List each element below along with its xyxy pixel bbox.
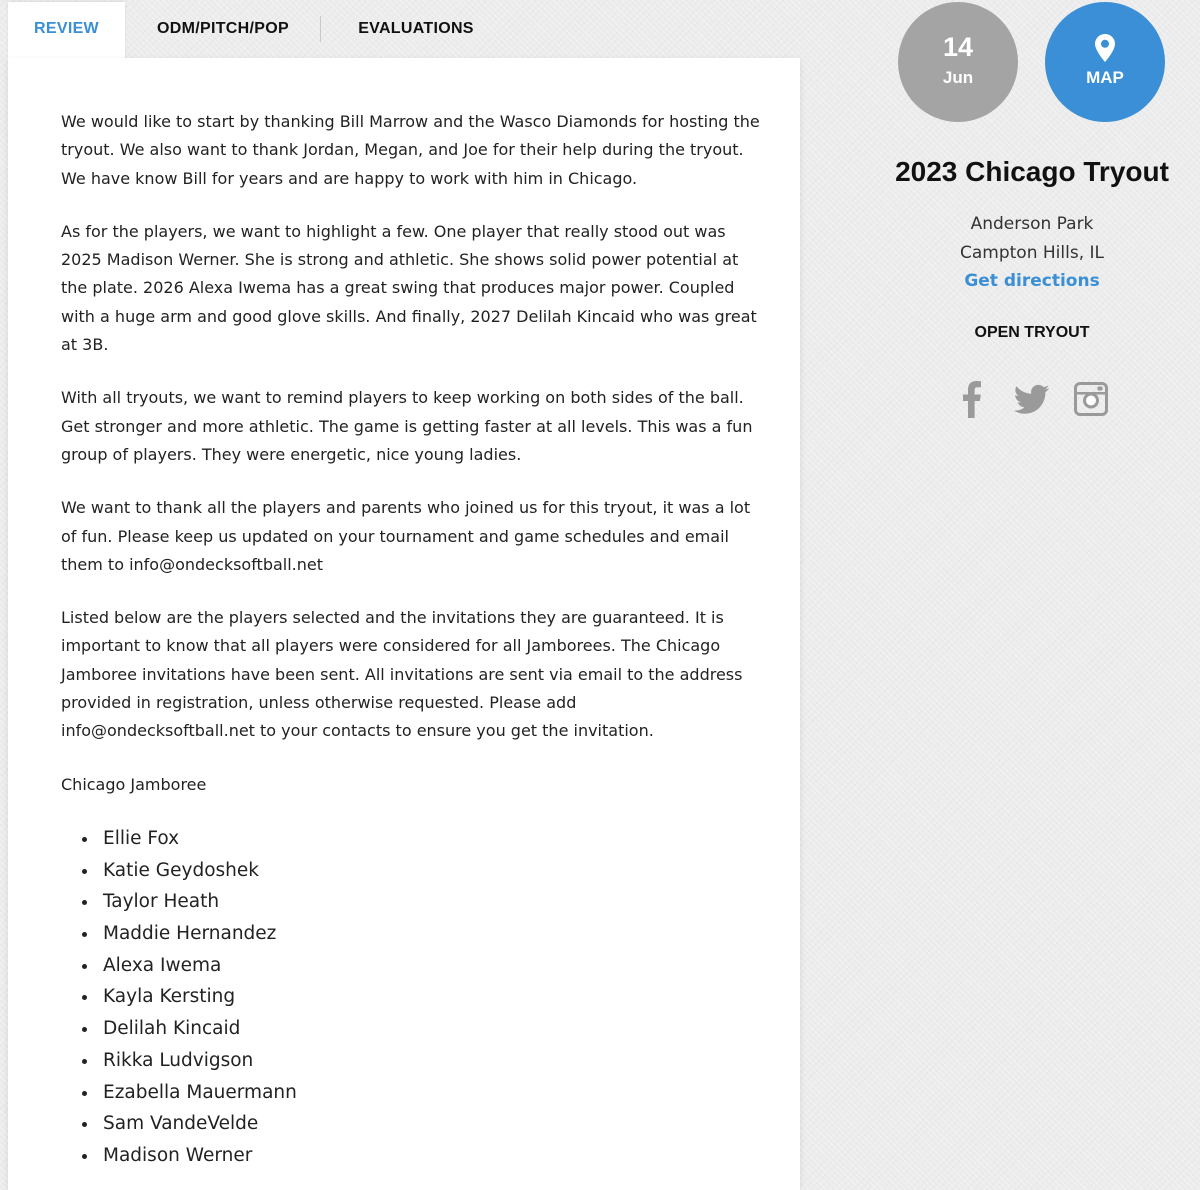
player-list-item: Katie Geydoshek (82, 855, 761, 887)
map-pin-icon (1095, 34, 1115, 62)
player-list-item: Alexa Iwema (82, 950, 761, 982)
review-content (61, 108, 761, 1172)
player-list-item: Maddie Hernandez (82, 918, 761, 950)
venue-name: Anderson Park (970, 214, 1094, 234)
player-list-item: Rikka Ludvigson (82, 1045, 761, 1077)
jamboree-label: Chicago Jamboree (61, 774, 207, 794)
tab-bar (8, 0, 800, 60)
event-type: OPEN TRYOUT (974, 324, 1090, 341)
player-list-item: Ellie Fox (82, 823, 761, 855)
venue-location: Campton Hills, IL (960, 242, 1104, 263)
event-date-month: Jun (942, 68, 974, 87)
event-venue-block (882, 210, 1182, 296)
player-list-item: Madison Werner (82, 1140, 761, 1172)
tab-evaluations[interactable]: EVALUATIONS (358, 20, 474, 37)
instagram-icon[interactable] (1073, 380, 1109, 418)
tab-divider (320, 16, 321, 42)
review-paragraph: As for the players, we want to highlight a few. One player that really stood out was 2025 Madison Werner. She is strong and athletic. She shows solid power potential at the plate. 2026 Alexa Iwema has a great swing that produces major power. Coupled with a huge arm and good glove skills. And finally, 2027 Delilah Kincaid who was great at 3B. (61, 221, 757, 355)
review-panel (8, 58, 800, 1190)
event-title: 2023 Chicago Tryout (895, 156, 1169, 187)
review-paragraph: Listed below are the players selected and the invitations they are guaranteed. It is important to know that all players were considered for all Jamborees. The Chicago Jamboree invitations have been sent. All invitations are sent via email to the address provided in registration, unless otherwise requested. Please add info@ondecksoftball.net to your contacts to ensure you get the invitation. (61, 608, 743, 741)
tab-review[interactable]: REVIEW (8, 2, 125, 58)
player-list-item: Delilah Kincaid (82, 1013, 761, 1045)
player-list-item: Taylor Heath (82, 886, 761, 918)
twitter-icon[interactable] (1014, 380, 1050, 418)
player-list-item: Ezabella Mauermann (82, 1077, 761, 1109)
review-paragraph: With all tryouts, we want to remind players to keep working on both sides of the ball. Get stronger and more athletic. The game is getting faster at all levels. This was a fun group of players. They were energetic, nice young ladies. (61, 388, 753, 464)
tab-odm-pitch-pop[interactable]: ODM/PITCH/POP (157, 20, 289, 37)
review-paragraph: We would like to start by thanking Bill Marrow and the Wasco Diamonds for hosting the tryout. We also want to thank Jordan, Megan, and Joe for their help during the tryout. We have know Bill for years and are happy to work with him in Chicago. (61, 112, 760, 188)
event-date-day: 14 (942, 32, 974, 62)
review-paragraph: We want to thank all the players and parents who joined us for this tryout, it was a lot of fun. Please keep us updated on your tournament and game schedules and email them to info@ondecksoftball.net (61, 498, 751, 574)
player-list (61, 823, 761, 1172)
player-list-item: Sam VandeVelde (82, 1108, 761, 1140)
map-button[interactable] (1045, 2, 1165, 122)
player-list-item: Kayla Kersting (82, 981, 761, 1013)
facebook-icon[interactable] (960, 380, 986, 418)
map-label: MAP (1086, 68, 1124, 87)
event-date-badge (898, 2, 1018, 122)
get-directions-link[interactable]: Get directions (964, 271, 1100, 291)
